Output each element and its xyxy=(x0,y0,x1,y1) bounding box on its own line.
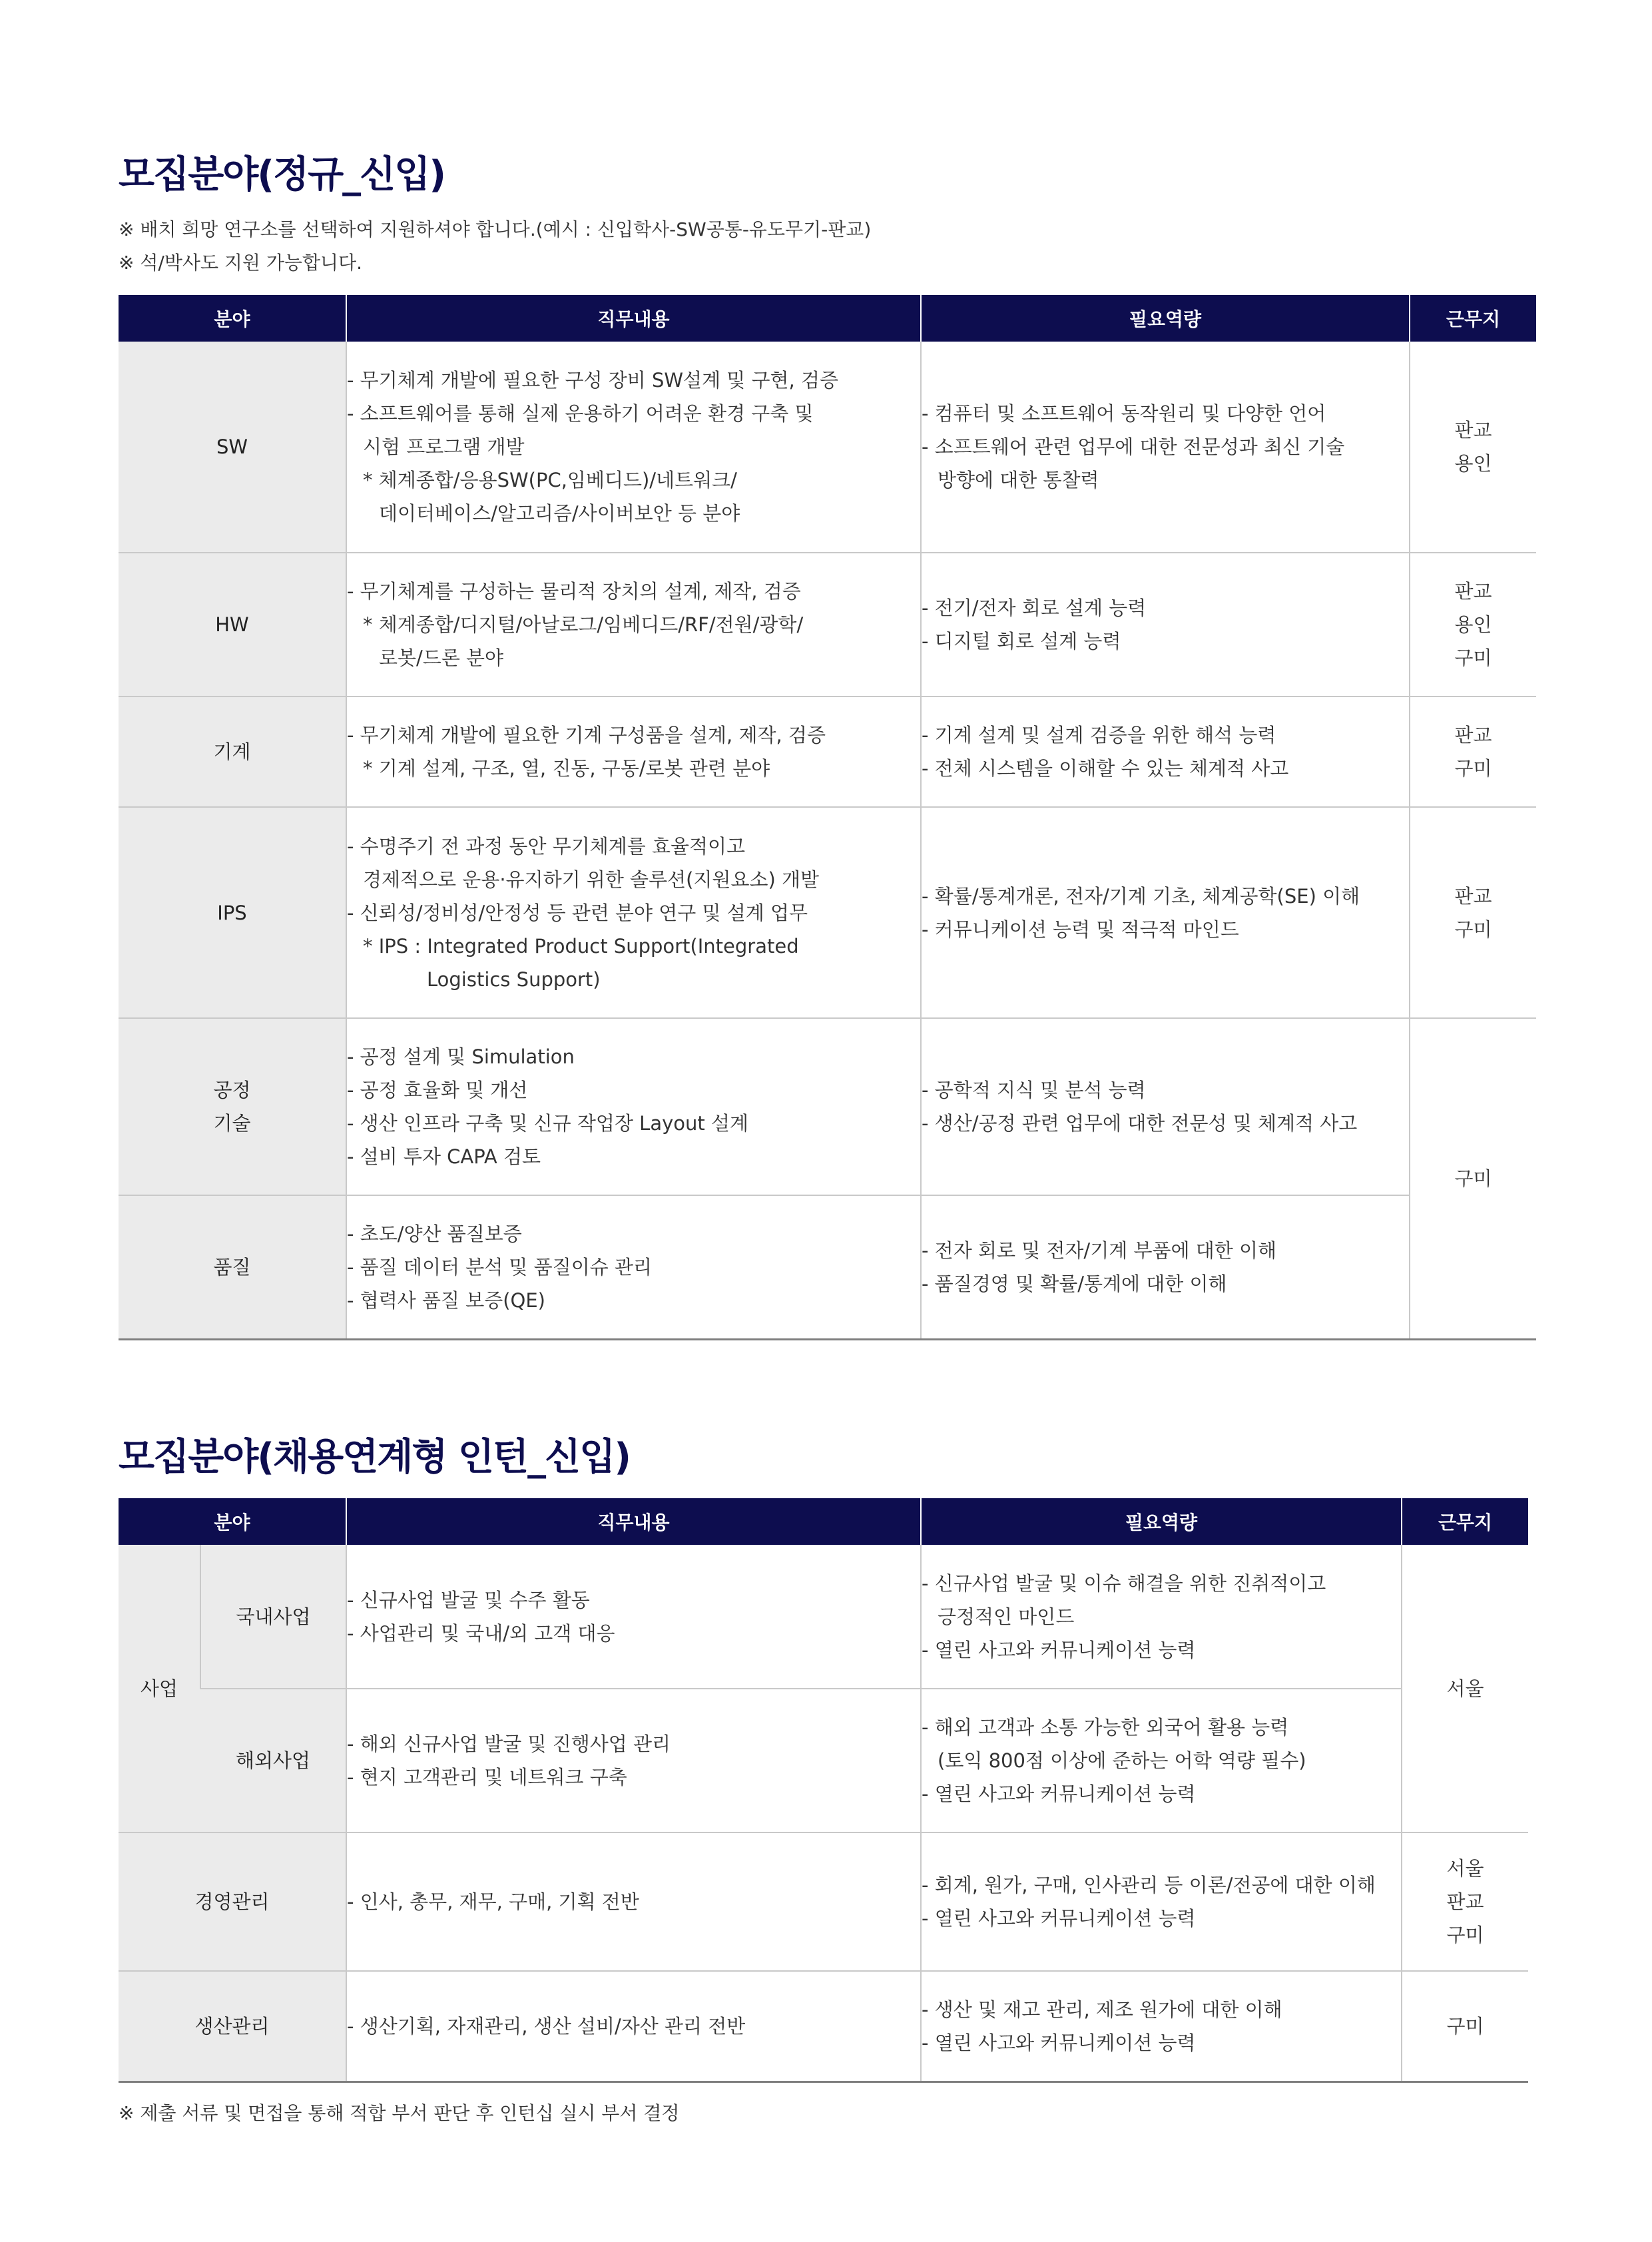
field-cell: 경영관리 xyxy=(119,1832,346,1971)
footnote-intern: ※ 제출 서류 및 면접을 통해 적합 부서 판단 후 인턴십 실시 부서 결정 xyxy=(119,2102,680,2124)
field-cell: 생산관리 xyxy=(119,1971,346,2082)
skills-cell: - 신규사업 발굴 및 이슈 해결을 위한 진취적이고 긍정적인 마인드 - 열린 사고와 커뮤니케이션 능력 xyxy=(921,1545,1402,1689)
skills-cell: - 해외 고객과 소통 가능한 외국어 활용 능력 (토익 800점 이상에 준하는 어학 역량 필수) - 열린 사고와 커뮤니케이션 능력 xyxy=(921,1689,1402,1832)
header-location: 근무지 xyxy=(1402,1498,1528,1545)
header-skills: 필요역량 xyxy=(921,1498,1402,1545)
field-cell: HW xyxy=(119,553,346,697)
skills-cell: - 기계 설계 및 설계 검증을 위한 해석 능력 - 전체 시스템을 이해할 수 있는 체계적 사고 xyxy=(921,697,1410,807)
section-title-intern: 모집분야(채용연계형 인턴_신입) xyxy=(119,1436,630,1479)
duties-cell: - 생산기획, 자재관리, 생산 설비/자산 관리 전반 xyxy=(346,1971,921,2082)
note-graduate: ※ 석/박사도 지원 가능합니다. xyxy=(119,252,363,274)
location-cell: 판교 구미 xyxy=(1410,807,1536,1018)
table-row xyxy=(119,553,1536,697)
field-cell: 해외사업 xyxy=(200,1689,346,1832)
table-row xyxy=(119,807,1536,1018)
field-cell: 기계 xyxy=(119,697,346,807)
table-row xyxy=(119,1018,1536,1195)
regular-recruit-table xyxy=(119,295,1536,1340)
table-row xyxy=(119,697,1536,807)
field-cell: 국내사업 xyxy=(200,1545,346,1689)
group-cell-business: 사업 xyxy=(119,1545,200,1832)
duties-cell: - 해외 신규사업 발굴 및 진행사업 관리 - 현지 고객관리 및 네트워크 구축 xyxy=(346,1689,921,1832)
header-field: 분야 xyxy=(119,1498,346,1545)
duties-cell: - 초도/양산 품질보증 - 품질 데이터 분석 및 품질이슈 관리 - 협력사 품질 보증(QE) xyxy=(346,1195,921,1339)
skills-cell: - 전자 회로 및 전자/기계 부품에 대한 이해 - 품질경영 및 확률/통계에 대한 이해 xyxy=(921,1195,1410,1339)
section-title-regular: 모집분야(정규_신입) xyxy=(119,153,445,196)
intern-recruit-table xyxy=(119,1498,1528,2083)
skills-cell: - 확률/통계개론, 전자/기계 기초, 체계공학(SE) 이해 - 커뮤니케이션 능력 및 적극적 마인드 xyxy=(921,807,1410,1018)
duties-cell: - 공정 설계 및 Simulation - 공정 효율화 및 개선 - 생산 인프라 구축 및 신규 작업장 Layout 설계 - 설비 투자 CAPA 검토 xyxy=(346,1018,921,1195)
header-duties: 직무내용 xyxy=(346,1498,921,1545)
table-header-row xyxy=(119,295,1536,342)
table-header-row xyxy=(119,1498,1528,1545)
location-cell: 구미 xyxy=(1402,1971,1528,2082)
skills-cell: - 회계, 원가, 구매, 인사관리 등 이론/전공에 대한 이해 - 열린 사고와 커뮤니케이션 능력 xyxy=(921,1832,1402,1971)
field-cell: SW xyxy=(119,342,346,553)
table-row xyxy=(119,1971,1528,2082)
duties-cell: - 무기체계를 구성하는 물리적 장치의 설계, 제작, 검증 * 체계종합/디지털/아날로그/임베디드/RF/전원/광학/ 로봇/드론 분야 xyxy=(346,553,921,697)
table-row xyxy=(119,1195,1536,1339)
note-lab-selection: ※ 배치 희망 연구소를 선택하여 지원하셔야 합니다.(예시 : 신입학사-SW공통-유도무기-판교) xyxy=(119,218,872,240)
table-row xyxy=(119,1832,1528,1971)
duties-cell: - 인사, 총무, 재무, 구매, 기획 전반 xyxy=(346,1832,921,1971)
duties-cell: - 무기체계 개발에 필요한 구성 장비 SW설계 및 구현, 검증 - 소프트웨어를 통해 실제 운용하기 어려운 환경 구축 및 시험 프로그램 개발 * 체계종합/응용SW(PC,임베디드)/네트워크/ 데이터베이스/알고리즘/사이버보안 등 분야 xyxy=(346,342,921,553)
location-cell: 판교 구미 xyxy=(1410,697,1536,807)
field-cell: 품질 xyxy=(119,1195,346,1339)
header-duties: 직무내용 xyxy=(346,295,921,342)
skills-cell: - 전기/전자 회로 설계 능력 - 디지털 회로 설계 능력 xyxy=(921,553,1410,697)
header-field: 분야 xyxy=(119,295,346,342)
header-skills: 필요역량 xyxy=(921,295,1410,342)
skills-cell: - 공학적 지식 및 분석 능력 - 생산/공정 관련 업무에 대한 전문성 및 체계적 사고 xyxy=(921,1018,1410,1195)
location-cell: 판교 용인 xyxy=(1410,342,1536,553)
location-cell: 판교 용인 구미 xyxy=(1410,553,1536,697)
duties-cell: - 무기체계 개발에 필요한 기계 구성품을 설계, 제작, 검증 * 기계 설계, 구조, 열, 진동, 구동/로봇 관련 분야 xyxy=(346,697,921,807)
location-cell: 서울 xyxy=(1402,1545,1528,1832)
location-cell: 서울 판교 구미 xyxy=(1402,1832,1528,1971)
skills-cell: - 생산 및 재고 관리, 제조 원가에 대한 이해 - 열린 사고와 커뮤니케이션 능력 xyxy=(921,1971,1402,2082)
table-row xyxy=(119,1545,1528,1689)
duties-cell: - 신규사업 발굴 및 수주 활동 - 사업관리 및 국내/외 고객 대응 xyxy=(346,1545,921,1689)
field-cell: 공정 기술 xyxy=(119,1018,346,1195)
skills-cell: - 컴퓨터 및 소프트웨어 동작원리 및 다양한 언어 - 소프트웨어 관련 업무에 대한 전문성과 최신 기술 방향에 대한 통찰력 xyxy=(921,342,1410,553)
location-cell: 구미 xyxy=(1410,1018,1536,1339)
duties-cell: - 수명주기 전 과정 동안 무기체계를 효율적이고 경제적으로 운용·유지하기 위한 솔루션(지원요소) 개발 - 신뢰성/정비성/안정성 등 관련 분야 연구 및 설계 업무 * IPS : Integrated Product Support(Integrated Logistics Support) xyxy=(346,807,921,1018)
header-location: 근무지 xyxy=(1410,295,1536,342)
field-cell: IPS xyxy=(119,807,346,1018)
table-row xyxy=(119,1689,1528,1832)
table-row xyxy=(119,342,1536,553)
